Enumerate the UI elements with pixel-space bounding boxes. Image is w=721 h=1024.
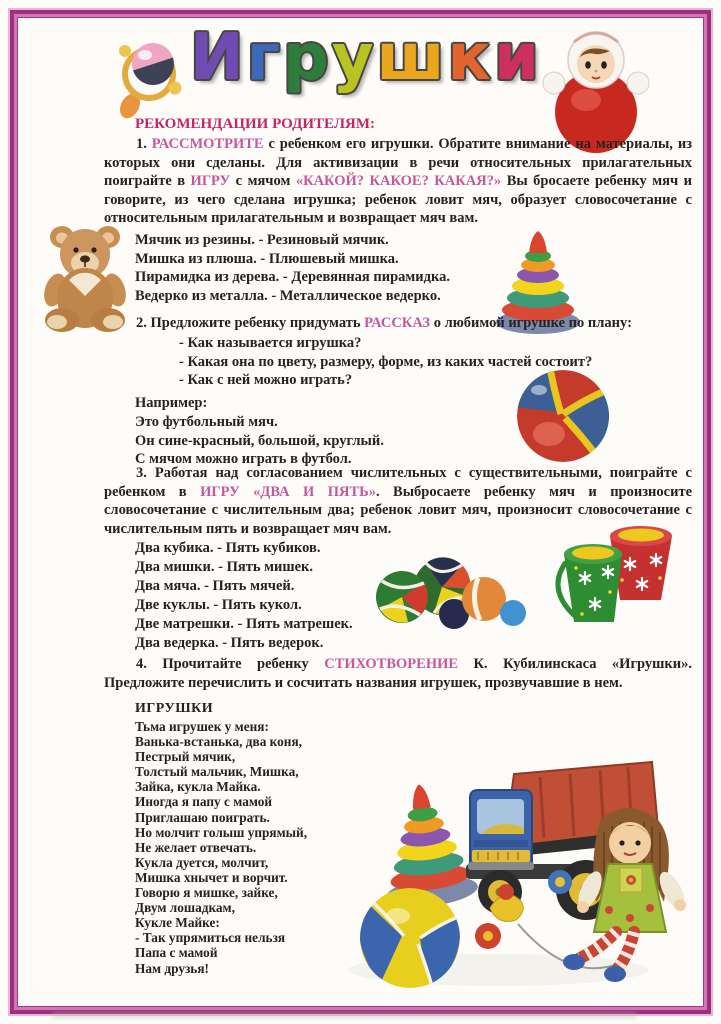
- text-segment: 2. Предложите ребенку придумать: [136, 315, 365, 331]
- poem-line: - Так упрямиться нельзя: [135, 930, 286, 946]
- title-letter: и: [493, 21, 542, 95]
- section3-pairs-list: [135, 539, 353, 653]
- poem-line: Пестрый мячик,: [135, 749, 236, 765]
- poem-line: Говорю я мишке, зайке,: [135, 885, 278, 901]
- text-segment: 3. Работая над согласованием числительных с существительными, поиграйте с ребенком в: [104, 465, 692, 500]
- list-item: Это футбольный мяч.: [135, 414, 278, 430]
- text-segment: К. Кубилинскаса «Игрушки». Предложите перечислить и сосчитать названия игрушек, прозвучавшие в нем.: [104, 656, 692, 691]
- list-item: Две куклы. - Пять кукол.: [135, 597, 302, 613]
- section2-heading: [104, 314, 692, 333]
- list-item: Два ведерка. - Пять ведерок.: [135, 635, 324, 651]
- poem-line: Нам друзья!: [135, 960, 209, 976]
- text-segment-accent: «КАКОЙ? КАКОЕ? КАКАЯ?»: [295, 173, 502, 189]
- section1-paragraph: [104, 135, 692, 228]
- list-item: - Какая она по цвету, размеру, форме, из каких частей состоит?: [179, 353, 593, 370]
- poem-line: Ванька-встанька, два коня,: [135, 734, 302, 750]
- list-item: Мишка из плюша. - Плюшевый мишка.: [135, 250, 399, 267]
- title-letter: г: [246, 21, 283, 95]
- poem-line: Приглашаю поиграть.: [135, 809, 270, 825]
- poem-line: Зайка, кукла Майка.: [135, 779, 261, 795]
- poem-line: Кукла дуется, молчит,: [135, 854, 269, 870]
- title-letter: р: [283, 21, 332, 95]
- poem-line: Мишка хнычет и ворчит.: [135, 869, 288, 885]
- text-segment: 1.: [136, 136, 152, 152]
- text-segment: 4. Прочитайте ребенку: [136, 656, 325, 672]
- text-segment: . Выбросаете ребенку мяч и произносите словосочетание с числительным два; ребенок ловит мяч, произносит словосочетание с числительным пять и возвращает мяч вам.: [104, 483, 692, 537]
- poem-line: Не желает отвечать.: [135, 839, 257, 855]
- text-segment-accent: ИГРУ: [190, 173, 231, 189]
- example-label: Например:: [135, 395, 208, 411]
- list-item: С мячом можно играть в футбол.: [135, 451, 352, 467]
- list-item: Два мишки. - Пять мишек.: [135, 559, 313, 575]
- list-item: Два кубика. - Пять кубиков.: [135, 540, 321, 556]
- scan-smudge: [52, 1012, 637, 1019]
- title-letter: к: [447, 21, 494, 95]
- list-item: Пирамидка из дерева. - Деревянная пирамидка.: [135, 269, 450, 285]
- list-item: Он сине-красный, большой, круглый.: [135, 432, 384, 449]
- title-letter: у: [331, 21, 377, 95]
- text-segment-accent: РАССМОТРИТЕ: [151, 136, 264, 152]
- poem-line: Но молчит голыш упрямый,: [135, 824, 308, 840]
- rattle-icon: [103, 30, 197, 124]
- poem-line: Двум лошадкам,: [135, 900, 235, 916]
- section4-paragraph: [104, 655, 692, 692]
- list-item: Мячик из резины. - Резиновый мячик.: [135, 232, 389, 248]
- recommendations-heading: РЕКОМЕНДАЦИИ РОДИТЕЛЯМ:: [135, 116, 376, 132]
- list-item: - Как с ней можно играть?: [179, 372, 353, 388]
- balls-group-icon: [374, 553, 526, 631]
- list-item: Две матрешки. - Пять матрешек.: [135, 616, 353, 632]
- text-segment: Вы бросаете ребенку мяч и говорите, из чего сделана игрушка; ребенок ловит мяч, образует словосочетание с относительным прилагательным и возвращает мяч вам.: [104, 173, 692, 226]
- text-segment: с мячом: [230, 173, 296, 189]
- poem-line: Кукле Майке:: [135, 915, 220, 931]
- poem-title: ИГРУШКИ: [135, 701, 214, 716]
- text-segment: о любимой игрушке по плану:: [430, 315, 632, 331]
- striped-ball-icon: [503, 366, 623, 466]
- poem-line: Папа с мамой: [135, 945, 218, 961]
- poem-text: [135, 719, 307, 976]
- toy-buckets-icon: [548, 520, 680, 634]
- poem-line: Толстый мальчик, Мишка,: [135, 764, 299, 780]
- title-letter: ш: [376, 21, 448, 95]
- list-item: - Как называется игрушка?: [179, 335, 362, 351]
- text-segment-accent: ИГРУ «ДВА И ПЯТЬ»: [200, 483, 376, 500]
- page-title: [190, 21, 542, 95]
- section1-examples-list: [135, 231, 450, 305]
- section2-example-lines: [135, 413, 384, 469]
- text-segment: с ребенком его игрушки. Обратите внимание на материалы, из которых они сделаны. Для активизации в речи относительных прилагательных поиграйте в: [104, 136, 692, 189]
- text-segment-accent: РАССКАЗ: [364, 315, 431, 331]
- poem-line: Иногда я папу с мамой: [135, 794, 273, 810]
- text-segment-accent: СТИХОТВОРЕНИЕ: [324, 656, 459, 672]
- list-item: Два мяча. - Пять мячей.: [135, 578, 295, 594]
- list-item: Ведерко из металла. - Металлическое ведерко.: [135, 287, 441, 304]
- title-letter: И: [190, 21, 247, 95]
- toys-scene-image: [328, 740, 700, 996]
- poem-line: Тьма игрушек у меня:: [135, 719, 269, 734]
